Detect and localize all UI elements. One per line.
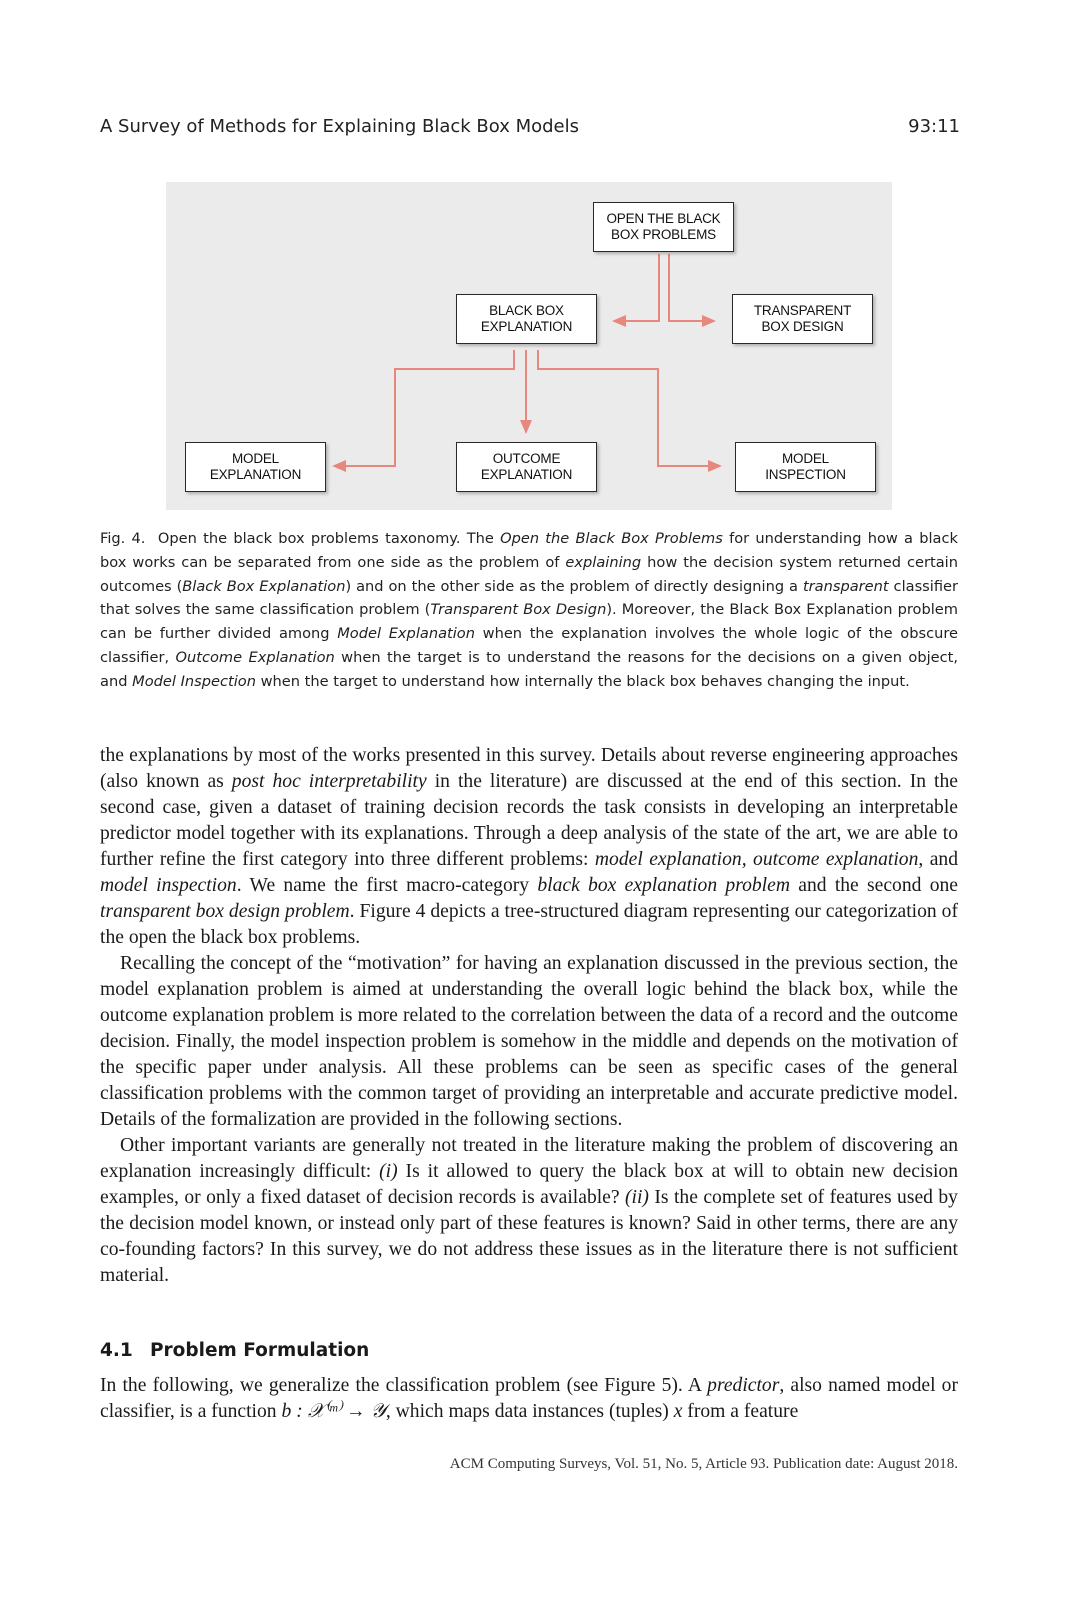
- node-label: INSPECTION: [765, 467, 846, 482]
- page-footer: ACM Computing Surveys, Vol. 51, No. 5, Article 93. Publication date: August 2018.: [449, 1456, 958, 1472]
- emphasis: model explanation, outcome explanation: [594, 849, 919, 870]
- emphasis: post hoc interpretability: [231, 771, 427, 792]
- node-label: OPEN THE BLACK: [606, 211, 721, 226]
- text: in the literature) are discussed at the end of this section. In the second case, given a dataset of training decision records the task consists in developing an interpretable predictor model together with its explanations. Through a deep analysis of the state of the art, we are able to further refine the first category into three different problems:: [100, 771, 958, 870]
- body-text-upper: [100, 743, 958, 1289]
- caption-label: Fig. 4.: [100, 530, 146, 547]
- caption-emphasis: Black Box Explanation: [182, 577, 346, 595]
- page-number: 93:11: [908, 116, 960, 137]
- emphasis: (ii): [625, 1187, 649, 1208]
- taxonomy-figure: [166, 182, 892, 510]
- node-label: TRANSPARENT: [753, 303, 852, 318]
- node-label: EXPLANATION: [480, 467, 573, 482]
- emphasis: predictor: [707, 1375, 780, 1396]
- caption-text: when the target to understand how internally the black box behaves changing the input.: [255, 672, 910, 690]
- caption-emphasis: Model Inspection: [132, 672, 256, 690]
- node-model-inspection: [735, 442, 876, 492]
- caption-text: classifier that solves the same classification problem (: [100, 577, 959, 619]
- emphasis: model inspection: [100, 875, 237, 896]
- body-text-lower: [100, 1373, 958, 1425]
- paragraph-1: [100, 743, 958, 951]
- node-transparent-box-design: [732, 294, 873, 344]
- caption-emphasis: Model Explanation: [337, 625, 475, 643]
- caption-text: ). Moreover, the Black Box Explanation problem can be further divided among: [100, 601, 958, 643]
- running-head: [100, 116, 960, 144]
- text: , also named model or classifier, is a function: [100, 1375, 958, 1422]
- node-label: EXPLANATION: [209, 467, 302, 482]
- node-label: MODEL: [781, 451, 829, 466]
- node-label: BOX PROBLEMS: [611, 227, 716, 242]
- caption-emphasis: transparent: [802, 577, 889, 595]
- figure-caption: [100, 527, 958, 694]
- caption-emphasis: Outcome Explanation: [175, 648, 335, 666]
- caption-emphasis: Transparent Box Design: [430, 601, 607, 619]
- section-heading: [100, 1340, 369, 1361]
- section-title: Problem Formulation: [150, 1340, 370, 1361]
- section-number: 4.1: [100, 1340, 133, 1361]
- text: In the following, we generalize the classification problem (see Figure 5). A: [100, 1375, 708, 1396]
- paragraph-2: Recalling the concept of the “motivation” for having an explanation discussed in the previous section, the model explanation problem is aimed at understanding the overall logic behind the black box, while the outcome explanation problem is more related to the correlation between the data of a record and the outcome decision. Finally, the model inspection problem is somehow in the middle and depends on the motivation of the specific paper under analysis. All these problems can be seen as specific cases of the general classification problems with the common target of providing an interpretable and accurate predictive model. Details of the formalization are provided in the following sections.: [100, 953, 958, 1130]
- math-expression: b : 𝒳⁽ᵐ⁾ → 𝒴: [281, 1401, 386, 1422]
- caption-text: when the target is to understand the reasons for the decisions on a given object, and: [100, 648, 959, 690]
- emphasis: transparent box design problem: [100, 901, 350, 922]
- caption-text: Open the black box problems taxonomy. The: [157, 530, 501, 547]
- node-label: BOX DESIGN: [761, 319, 844, 334]
- text: Is it allowed to query the black box at will to obtain new decision examples, or only a fixed dataset of decision records is available?: [100, 1161, 958, 1208]
- node-black-box-explanation: [456, 294, 597, 344]
- text: . Figure 4 depicts a tree-structured diagram representing our categorization of the open the black box problems.: [100, 901, 959, 948]
- node-label: MODEL: [231, 451, 279, 466]
- text: , and: [918, 849, 958, 870]
- running-title: A Survey of Methods for Explaining Black Box Models: [100, 116, 579, 137]
- emphasis: (i): [379, 1161, 398, 1182]
- text: and the second one: [789, 875, 958, 896]
- node-label: BLACK BOX: [489, 303, 564, 318]
- paragraph-3: [100, 1133, 958, 1289]
- node-model-explanation: [185, 442, 326, 492]
- caption-text: how the decision system returned certain outcomes (: [100, 553, 958, 595]
- caption-emphasis: explaining: [565, 553, 642, 571]
- paragraph-4: [100, 1373, 958, 1425]
- caption-text: when the explanation involves the whole logic of the obscure classifier,: [100, 625, 959, 666]
- text: from a feature: [682, 1401, 799, 1422]
- text: the explanations by most of the works presented in this survey. Details about reverse engineering approaches (also known as: [100, 745, 958, 792]
- caption-text: for understanding how a black box works can be separated from one side as the problem of: [100, 530, 958, 571]
- text: . We name the first macro-category: [236, 875, 538, 896]
- node-label: OUTCOME: [492, 451, 561, 466]
- caption-emphasis: Open the Black Box Problems: [500, 530, 723, 547]
- text: Is the complete set of features used by the decision model known, or instead only part of these features is known? Said in other terms, there are any co-founding factors? In this survey, we do not address these issues as in the literature there is not sufficient material.: [100, 1187, 958, 1286]
- node-outcome-explanation: [456, 442, 597, 492]
- caption-text: ) and on the other side as the problem of directly designing a: [345, 577, 803, 595]
- node-label: EXPLANATION: [480, 319, 573, 334]
- text: , which maps data instances (tuples): [385, 1401, 674, 1422]
- math-expression: x: [673, 1401, 683, 1422]
- emphasis: black box explanation problem: [537, 875, 790, 896]
- node-open-the-black-box-problems: [593, 202, 734, 252]
- text: Other important variants are generally not treated in the literature making the problem of discovering an explanation increasingly difficult:: [100, 1135, 958, 1182]
